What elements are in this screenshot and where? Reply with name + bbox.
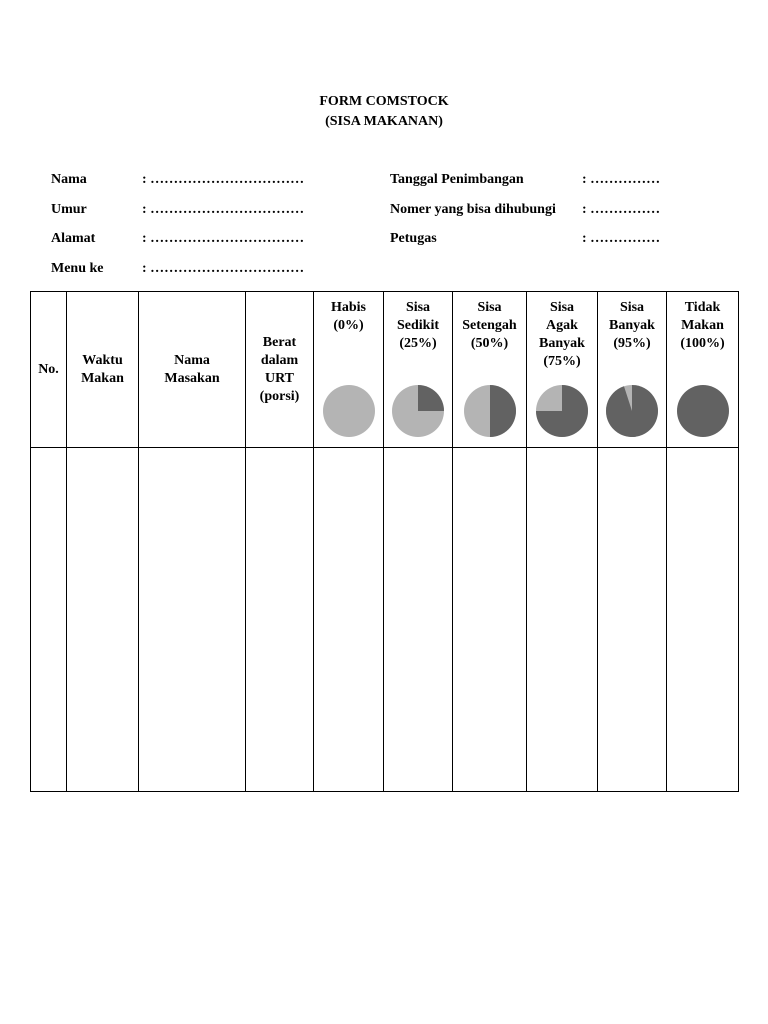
header-pie-sisa-agak-banyak [527, 292, 598, 448]
table-row [31, 448, 739, 792]
cell-sisa-banyak[interactable] [598, 448, 667, 792]
header-nama-masakan: Nama Masakan [139, 292, 246, 448]
pie-sisa-setengah-icon [462, 383, 518, 439]
field-value-petugas[interactable]: : …………… [582, 231, 661, 246]
field-value-alamat[interactable]: : …………………………… [142, 231, 305, 246]
pie-label-tidak-makan: Tidak Makan (100%) [680, 299, 725, 351]
cell-tidak-makan[interactable] [667, 448, 739, 792]
header-no: No. [31, 292, 67, 448]
pie-label-sisa-sedikit: Sisa Sedikit (25%) [396, 299, 439, 351]
pie-habis-icon [321, 383, 377, 439]
pie-label-sisa-banyak: Sisa Banyak (95%) [609, 299, 655, 351]
cell-sisa-agak-banyak[interactable] [527, 448, 598, 792]
pie-label-sisa-agak-banyak: Sisa Agak Banyak (75%) [539, 299, 585, 369]
field-value-nomer-telepon[interactable]: : …………… [582, 202, 661, 217]
field-label-nama: Nama [51, 172, 87, 187]
header-pie-sisa-banyak [598, 292, 667, 448]
cell-sisa-sedikit[interactable] [384, 448, 453, 792]
header-pie-tidak-makan [667, 292, 739, 448]
field-value-nama[interactable]: : …………………………… [142, 172, 305, 187]
field-label-umur: Umur [51, 202, 87, 217]
cell-waktu-makan[interactable] [67, 448, 139, 792]
field-label-nomer-telepon: Nomer yang bisa dihubungi [390, 202, 556, 217]
header-pie-sisa-setengah [453, 292, 527, 448]
form-title [0, 92, 768, 132]
pie-sisa-banyak-icon [604, 383, 660, 439]
pie-tidak-makan-icon [675, 383, 731, 439]
field-label-alamat: Alamat [51, 231, 96, 246]
pie-label-sisa-setengah: Sisa Setengah (50%) [462, 299, 517, 351]
cell-sisa-setengah[interactable] [453, 448, 527, 792]
field-value-umur[interactable]: : …………………………… [142, 202, 305, 217]
field-label-tanggal-penimbangan: Tanggal Penimbangan [390, 172, 524, 187]
field-label-menu-ke: Menu ke [51, 261, 104, 276]
table-header-row [31, 292, 739, 448]
form-title-line1: FORM COMSTOCK [319, 94, 449, 109]
pie-sisa-sedikit-icon [390, 383, 446, 439]
header-waktu-makan: Waktu Makan [67, 292, 139, 448]
cell-no[interactable] [31, 448, 67, 792]
field-value-menu-ke[interactable]: : …………………………… [142, 261, 305, 276]
pie-sisa-agak-banyak-icon [534, 383, 590, 439]
header-pie-habis [314, 292, 384, 448]
header-berat-urt: Berat dalam URT (porsi) [246, 292, 314, 448]
cell-nama-masakan[interactable] [139, 448, 246, 792]
field-value-tanggal-penimbangan[interactable]: : …………… [582, 172, 661, 187]
field-label-petugas: Petugas [390, 231, 437, 246]
cell-habis[interactable] [314, 448, 384, 792]
form-title-line2: (SISA MAKANAN) [325, 114, 443, 129]
header-pie-sisa-sedikit [384, 292, 453, 448]
comstock-table [30, 291, 739, 792]
pie-label-habis: Habis (0%) [330, 299, 366, 333]
cell-berat-urt[interactable] [246, 448, 314, 792]
